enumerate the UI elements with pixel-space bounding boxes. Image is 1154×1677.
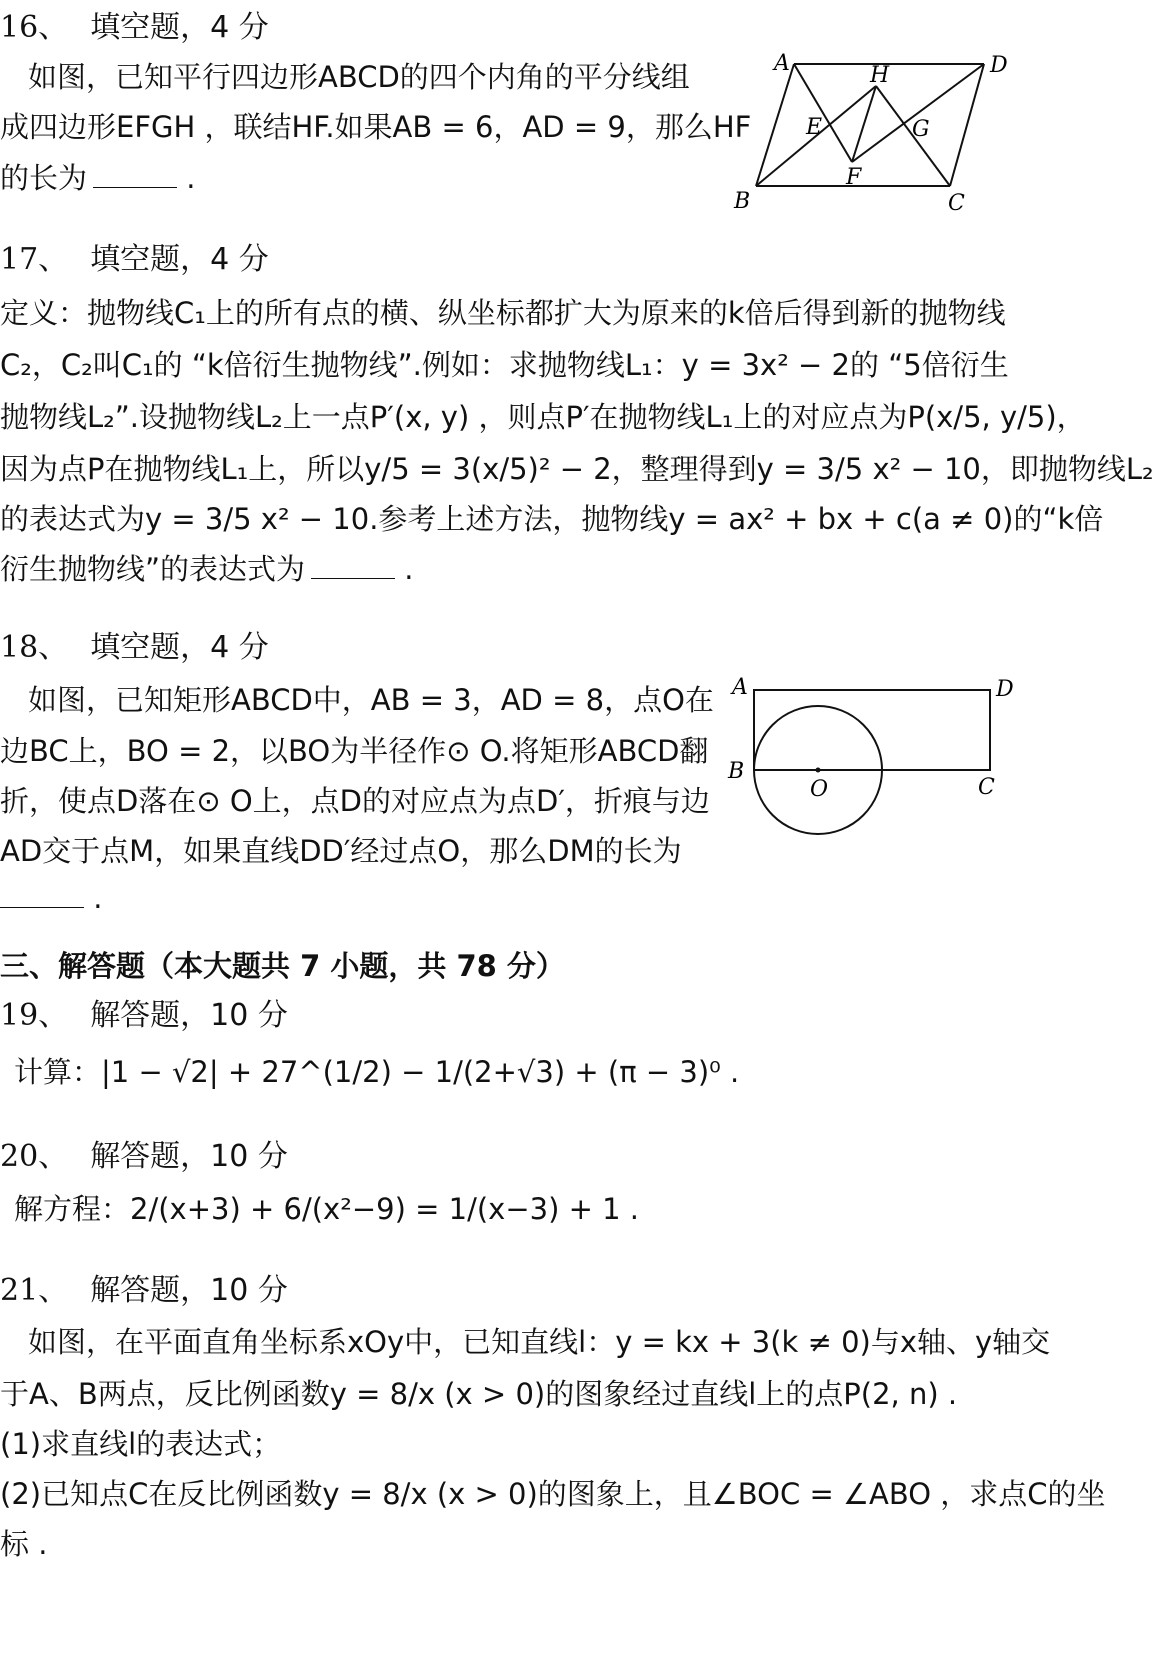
q17-line-5: 的表达式为y = 3/5 x² − 10.参考上述方法，抛物线y = ax² + bx + c(a ≠ 0)的“k倍 xyxy=(0,502,1104,536)
q16-type: 填空题，4 分 xyxy=(90,10,269,45)
q17-type: 填空题，4 分 xyxy=(90,242,269,277)
q16-segment-hf xyxy=(852,86,876,162)
q17-line-2: C₂，C₂叫C₁的 “k倍衍生抛物线”.例如：求抛物线L₁：y = 3x² − 2的 “5倍衍生 xyxy=(0,348,1009,382)
q20-type: 解答题，10 分 xyxy=(90,1139,288,1174)
q16-label-f: F xyxy=(846,165,862,190)
q21-number: 21、 xyxy=(0,1273,69,1308)
q17-number: 17、 xyxy=(0,242,69,277)
q21-line-1: 如图，在平面直角坐标系xOy中，已知直线l：y = kx + 3(k ≠ 0)与x轴、y轴交 xyxy=(28,1325,1051,1359)
q16-label-e: E xyxy=(806,115,823,140)
q18-label-d: D xyxy=(996,677,1014,702)
q17-line-4: 因为点P在抛物线L₁上，所以y/5 = 3(x/5)² − 2，整理得到y = 3/5 x² − 10，即抛物线L₂ xyxy=(0,452,1154,486)
q16-label-g: G xyxy=(912,117,930,142)
q18-line-5: . xyxy=(0,877,102,918)
q17-answer-blank[interactable] xyxy=(311,548,395,579)
q21-line-4: (2)已知点C在反比例函数y = 8/x (x > 0)的图象上，且∠BOC = ∠ABO ，求点C的坐 xyxy=(0,1477,1106,1511)
q19-line-1: 计算：|1 − √2| + 27^(1/2) − 1/(2+√3) + (π − 3)⁰ . xyxy=(14,1055,740,1089)
section-3-title: 三、解答题（本大题共 7 小题，共 78 分） xyxy=(0,949,565,983)
q18-rectangle xyxy=(754,690,990,770)
q16-label-b: B xyxy=(734,189,751,214)
q16-line-2: 成四边形EFGH ，联结HF.如果AB = 6，AD = 9，那么HF xyxy=(0,110,752,144)
q19-number: 19、 xyxy=(0,998,69,1033)
q18-label-a: A xyxy=(732,675,748,700)
q18-figure xyxy=(726,670,1026,845)
q16-edge-ba xyxy=(756,64,794,186)
q16-header xyxy=(0,8,269,48)
q18-point-o xyxy=(816,768,821,773)
q21-line-3: (1)求直线l的表达式； xyxy=(0,1427,282,1461)
q16-edge-dc xyxy=(950,64,984,186)
q17-line-1: 定义：抛物线C₁上的所有点的横、纵坐标都扩大为原来的k倍后得到新的抛物线 xyxy=(0,296,1006,330)
q18-number: 18、 xyxy=(0,630,69,665)
q20-number: 20、 xyxy=(0,1139,69,1174)
q21-header xyxy=(0,1271,288,1311)
q20-line-1: 解方程：2/(x+3) + 6/(x²−9) = 1/(x−3) + 1 . xyxy=(14,1192,640,1226)
q17-line-3: 抛物线L₂”.设抛物线L₂上一点P′(x, y) ，则点P′在抛物线L₁上的对应点为P(x/5, y/5)， xyxy=(0,400,1086,434)
q18-type: 填空题，4 分 xyxy=(90,630,269,665)
q20-header xyxy=(0,1137,288,1177)
q18-label-b: B xyxy=(728,759,745,784)
q18-label-c: C xyxy=(978,775,995,800)
q18-line-4: AD交于点M，如果直线DD′经过点O，那么DM的长为 xyxy=(0,834,682,868)
q18-answer-blank[interactable] xyxy=(0,877,84,908)
q17-line-6: 衍生抛物线”的表达式为 . xyxy=(0,548,413,589)
q18-label-o: O xyxy=(810,777,829,802)
q18-line-1: 如图，已知矩形ABCD中，AB = 3，AD = 8，点O在 xyxy=(28,683,714,717)
q16-number: 16、 xyxy=(0,10,69,45)
q18-header xyxy=(0,628,269,668)
q16-line-1: 如图，已知平行四边形ABCD的四个内角的平分线组 xyxy=(28,60,690,94)
q19-header xyxy=(0,996,288,1036)
q18-line-2: 边BC上，BO = 2，以BO为半径作⊙ O.将矩形ABCD翻 xyxy=(0,734,709,768)
q18-line-3: 折，使点D落在⊙ O上，点D的对应点为点D′，折痕与边 xyxy=(0,784,710,818)
q16-line-3: 的长为 . xyxy=(0,157,195,198)
q16-label-c: C xyxy=(948,191,965,216)
q16-answer-blank[interactable] xyxy=(93,157,177,188)
q21-line-5: 标 . xyxy=(0,1527,48,1561)
q21-type: 解答题，10 分 xyxy=(90,1273,288,1308)
q21-line-2: 于A、B两点，反比例函数y = 8/x (x > 0)的图象经过直线l上的点P(2, n) . xyxy=(0,1377,958,1411)
q16-label-a: A xyxy=(774,51,790,76)
q19-type: 解答题，10 分 xyxy=(90,998,288,1033)
q16-label-d: D xyxy=(990,53,1008,78)
q16-figure xyxy=(734,50,1062,220)
q16-label-h: H xyxy=(870,63,890,88)
q17-header xyxy=(0,240,269,280)
